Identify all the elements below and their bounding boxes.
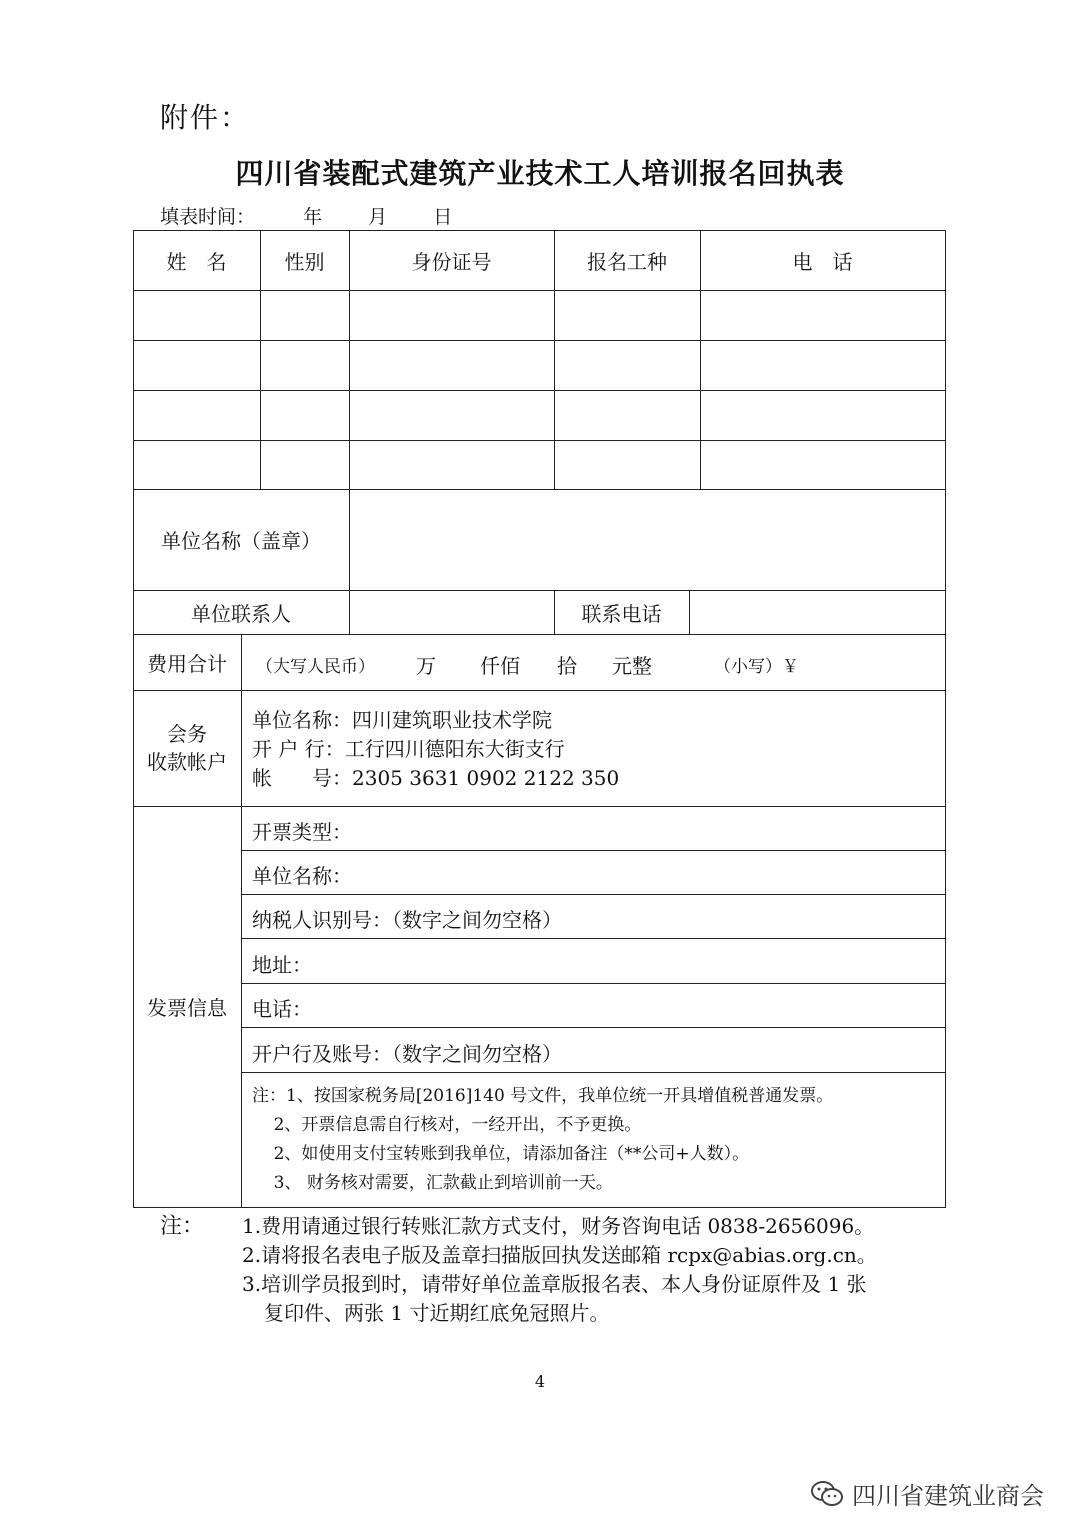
wechat-icon xyxy=(810,1480,844,1508)
fill-date-year: 年 xyxy=(303,206,323,228)
invoice-notes xyxy=(252,1082,833,1198)
fill-date-month: 月 xyxy=(368,206,388,228)
account-label-line2: 收款帐户 xyxy=(147,750,227,774)
invoice-note: 2、开票信息需自行核对，一经开出，不予更换。 xyxy=(252,1115,642,1135)
invoice-info-label: 发票信息 xyxy=(147,996,227,1020)
unit-contact-label: 单位联系人 xyxy=(191,601,291,626)
invoice-unit-name-field: 单位名称： xyxy=(252,864,352,888)
contact-phone-label: 联系电话 xyxy=(581,601,662,626)
fee-yuan: 元整 xyxy=(612,654,652,678)
unit-name-label: 单位名称（盖章） xyxy=(161,529,321,553)
account-unit-name: 单位名称：四川建筑职业技术学院 xyxy=(252,708,552,732)
fee-capital-label: （大写人民币） xyxy=(256,657,375,677)
footer-note: 2.请将报名表电子版及盖章扫描版回执发送邮箱 rcpx@abias.org.cn。 xyxy=(242,1243,877,1267)
fee-small-label: （小写）￥ xyxy=(714,657,799,677)
fee-shi: 拾 xyxy=(557,654,577,678)
fee-qian-bai: 仟佰 xyxy=(480,654,520,678)
account-bank: 开 户 行：工行四川德阳东大街支行 xyxy=(252,737,565,761)
invoice-note: 注：1、按国家税务局[2016]140 号文件，我单位统一开具增值税普通发票。 xyxy=(252,1086,834,1106)
header-phone: 电 话 xyxy=(792,249,853,274)
header-gender: 性别 xyxy=(284,249,325,274)
invoice-phone-field: 电话： xyxy=(252,997,312,1021)
watermark-text: 四川省建筑业商会 xyxy=(852,1482,1044,1510)
footer-notes xyxy=(160,1212,1000,1342)
watermark xyxy=(810,1476,1044,1511)
fee-wan: 万 xyxy=(416,654,436,678)
account-details xyxy=(252,706,619,793)
invoice-address-field: 地址： xyxy=(252,953,312,977)
header-name: 姓 名 xyxy=(166,249,227,274)
invoice-type-field: 开票类型： xyxy=(252,820,352,844)
footer-notes-label: 注： xyxy=(160,1214,205,1239)
footer-note: 3.培训学员报到时，请带好单位盖章版报名表、本人身份证原件及 1 张 xyxy=(242,1272,867,1296)
footer-note: 1.费用请通过银行转账汇款方式支付，财务咨询电话 0838-2656096。 xyxy=(242,1214,875,1238)
header-job-type: 报名工种 xyxy=(587,249,667,274)
fee-total-label: 费用合计 xyxy=(147,651,227,676)
fill-date-day: 日 xyxy=(433,206,453,228)
page-number: 4 xyxy=(534,1372,546,1391)
invoice-note: 2、如使用支付宝转账到我单位，请添加备注（**公司+人数）。 xyxy=(252,1144,750,1164)
invoice-note: 3、 财务核对需要，汇款截止到培训前一天。 xyxy=(252,1173,613,1193)
attachment-label: 附件： xyxy=(160,101,251,134)
footer-note: 复印件、两张 1 寸近期红底免冠照片。 xyxy=(264,1301,610,1325)
invoice-bank-account-field: 开户行及账号：（数字之间勿空格） xyxy=(252,1042,562,1066)
account-number: 帐 号：2305 3631 0902 2122 350 xyxy=(252,766,620,790)
fill-date xyxy=(160,202,452,229)
account-label-line1: 会务 xyxy=(167,722,207,746)
form-title: 四川省装配式建筑产业技术工人培训报名回执表 xyxy=(235,157,845,190)
header-id-number: 身份证号 xyxy=(411,249,492,274)
account-label xyxy=(133,720,241,776)
fill-date-label: 填表时间： xyxy=(160,206,256,228)
taxpayer-id-field: 纳税人识别号：（数字之间勿空格） xyxy=(252,908,562,932)
